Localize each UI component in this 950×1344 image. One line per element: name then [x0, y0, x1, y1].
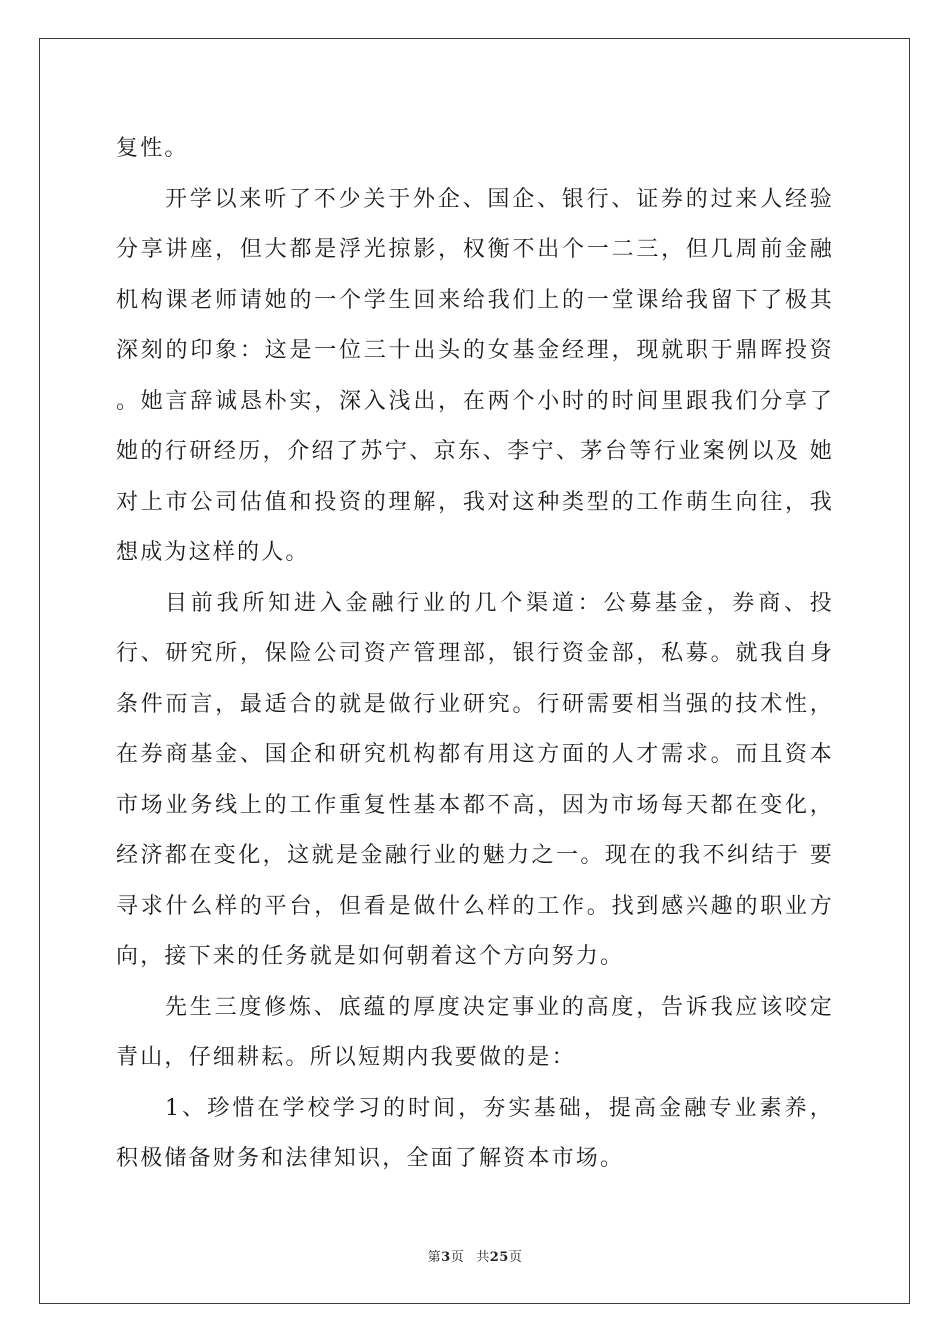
footer-page-suffix: 页 — [450, 1250, 465, 1265]
document-body — [116, 124, 834, 1185]
paragraph-5: 1、珍惜在学校学习的时间，夯实基础，提高金融专业素养，积极储备财务和法律知识，全面了解资本市场。 — [116, 1095, 834, 1171]
paragraph-4: 先生三度修炼、底蕴的厚度决定事业的高度，告诉我应该咬定青山，仔细耕耘。所以短期内我要做的是： — [116, 994, 834, 1070]
current-page-number: 3 — [441, 1250, 451, 1265]
footer-total-suffix: 页 — [508, 1250, 523, 1265]
footer-prefix: 第 — [427, 1250, 442, 1265]
page-footer — [0, 1246, 950, 1265]
paragraph-2: 开学以来听了不少关于外企、国企、银行、证券的过来人经验分享讲座，但大都是浮光掠影，权衡不出个一二三，但几周前金融机构课老师请她的一个学生回来给我们上的一堂课给我留下了极其深刻的印象：这是一位三十出头的女基金经理，现就职于鼎晖投资 。她言辞诚恳朴实，深入浅出，在两个小时的时间里跟我们分享了她的行研经历，介绍了苏宁、京东、李宁、茅台等行业案例以及 她对上市公司估值和投资的理解，我对这种类型的工作萌生向往，我想成为这样的人。 — [116, 186, 834, 565]
paragraph-3: 目前我所知进入金融行业的几个渠道：公募基金，券商、投行、研究所，保险公司资产管理部，银行资金部，私募。就我自身条件而言，最适合的就是做行业研究。行研需要相当强的技术性，在券商基金、国企和研究机构都有用这方面的人才需求。而且资本 市场业务线上的工作重复性基本都不高，因为市场每天都在变化，经济都在变化，这就是金融行业的魅力之一。现在的我不纠结于 要寻求什么样的平台，但看是做什么样的工作。找到感兴趣的职业方向，接下来的任务就是如何朝着这个方向努力。 — [116, 590, 834, 969]
paragraph-1: 复性。 — [116, 136, 189, 161]
total-pages-number: 25 — [489, 1250, 509, 1265]
footer-total-prefix: 共 — [476, 1250, 490, 1265]
